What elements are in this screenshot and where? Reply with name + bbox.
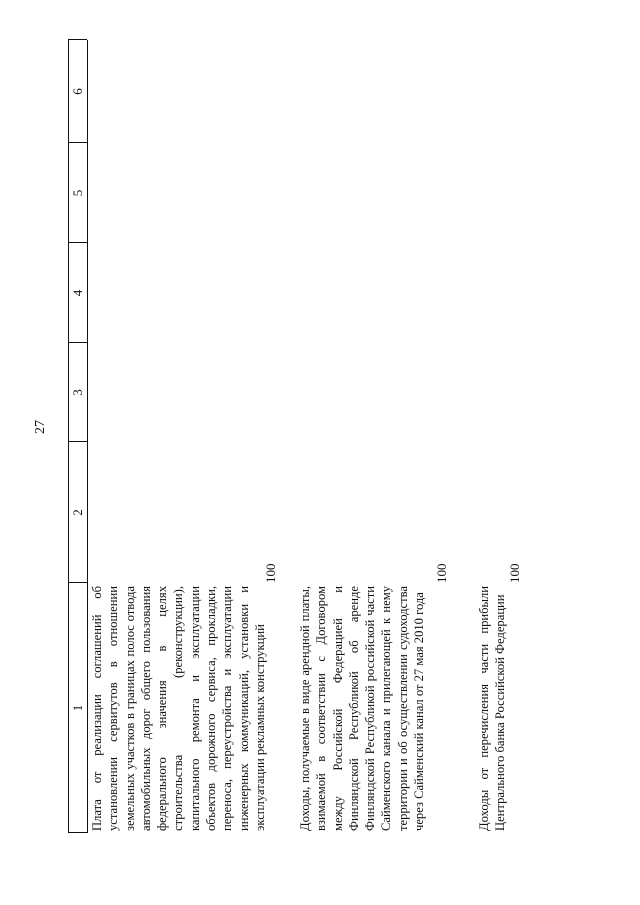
header-bottom-border [87, 40, 88, 833]
row-1-description-text: Плата от реализации соглашений об установлении сервитутов в отношении земельных участков в границах полос отвода автомобильных дорог общего пользования федерального значения в целях строительства (реконструкции), капитального ремонта и эксплуатации объектов дорожного сервиса, прокладки, переноса, переустройства и эксплуатации инженерных коммуникаций, установки и эксплуатации рекламных конструкций [90, 586, 267, 831]
row-1-description [89, 586, 268, 831]
column-header-2: 2 [70, 509, 85, 516]
column-header-3: 3 [70, 389, 85, 396]
revenue-table [68, 40, 558, 833]
column-header-1: 1 [70, 704, 85, 712]
row-3-description [476, 586, 509, 831]
row-2-description-text: Доходы, получаемые в виде арендной платы, взимаемой в соответствии с Договором между Российской Федерацией и Финляндской Республикой об аренде Финляндской Республикой российской части Сайменского канала и прилегающей к нему территории и об осуществлении судоходства через Сайменский канал от 27 мая 2010 года [298, 586, 427, 831]
column-header-5: 5 [70, 189, 85, 197]
row-2-col2-value: 100 [434, 563, 449, 583]
row-3-col2-value: 100 [507, 563, 522, 583]
column-header-6: 6 [70, 88, 85, 95]
page-number: 27 [33, 420, 48, 434]
column-header-4: 4 [70, 289, 85, 297]
row-2-description [297, 586, 427, 831]
row-1-col2-value: 100 [263, 563, 278, 583]
row-3-description-text: Доходы от перечисления части прибыли Центрального банка Российской Федерации [477, 586, 508, 831]
